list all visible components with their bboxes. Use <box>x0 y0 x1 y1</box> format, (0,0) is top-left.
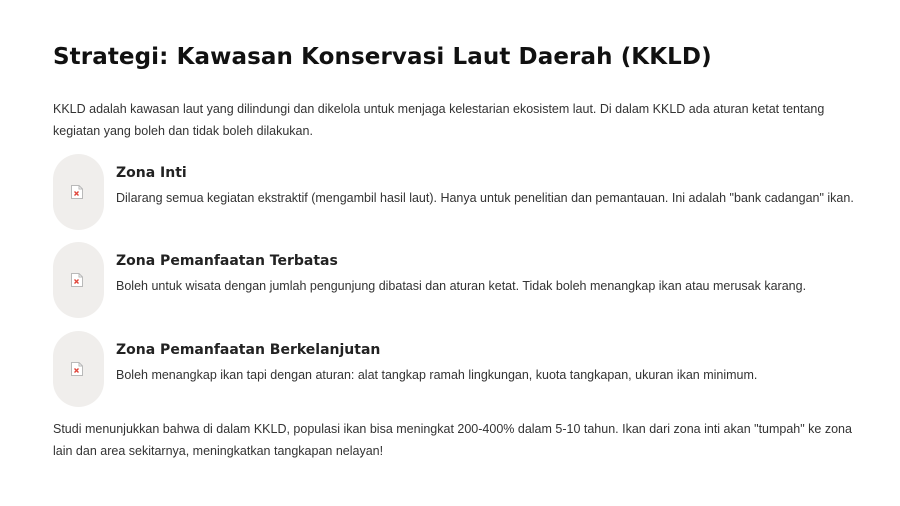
zone-icon-container <box>53 154 104 230</box>
zone-icon-container <box>53 331 104 407</box>
zone-icon-container <box>53 242 104 318</box>
outro-paragraph: Studi menunjukkan bahwa di dalam KKLD, populasi ikan bisa meningkat 200-400% dalam 5-10 tahun. Ikan dari zona inti akan "tumpah" ke zona lain dan area sekitarnya, meningkatkan tangkapan nelayan! <box>53 422 852 458</box>
zone-item-inti <box>53 154 853 230</box>
intro-paragraph: KKLD adalah kawasan laut yang dilindungi dan dikelola untuk menjaga kelestarian ekosistem laut. Di dalam KKLD ada aturan ketat tentang kegiatan yang boleh dan tidak boleh dilakukan. <box>53 102 825 138</box>
zone-title: Zona Pemanfaatan Berkelanjutan <box>116 342 381 358</box>
zone-title: Zona Pemanfaatan Terbatas <box>116 253 338 269</box>
broken-image-icon <box>69 361 85 377</box>
zone-item-pemanfaatan-berkelanjutan <box>53 331 853 407</box>
page-title: Strategi: Kawasan Konservasi Laut Daerah (KKLD) <box>53 44 712 70</box>
broken-image-icon <box>69 272 85 288</box>
zone-title: Zona Inti <box>116 165 187 181</box>
zone-description: Boleh untuk wisata dengan jumlah pengunjung dibatasi dan aturan ketat. Tidak boleh menangkap ikan atau merusak karang. <box>116 279 807 293</box>
zone-description: Boleh menangkap ikan tapi dengan aturan: alat tangkap ramah lingkungan, kuota tangkapan, ukuran ikan minimum. <box>116 368 758 382</box>
zone-item-pemanfaatan-terbatas <box>53 242 853 318</box>
zone-description: Dilarang semua kegiatan ekstraktif (mengambil hasil laut). Hanya untuk penelitian dan pemantauan. Ini adalah "bank cadangan" ikan. <box>116 191 854 205</box>
broken-image-icon <box>69 184 85 200</box>
